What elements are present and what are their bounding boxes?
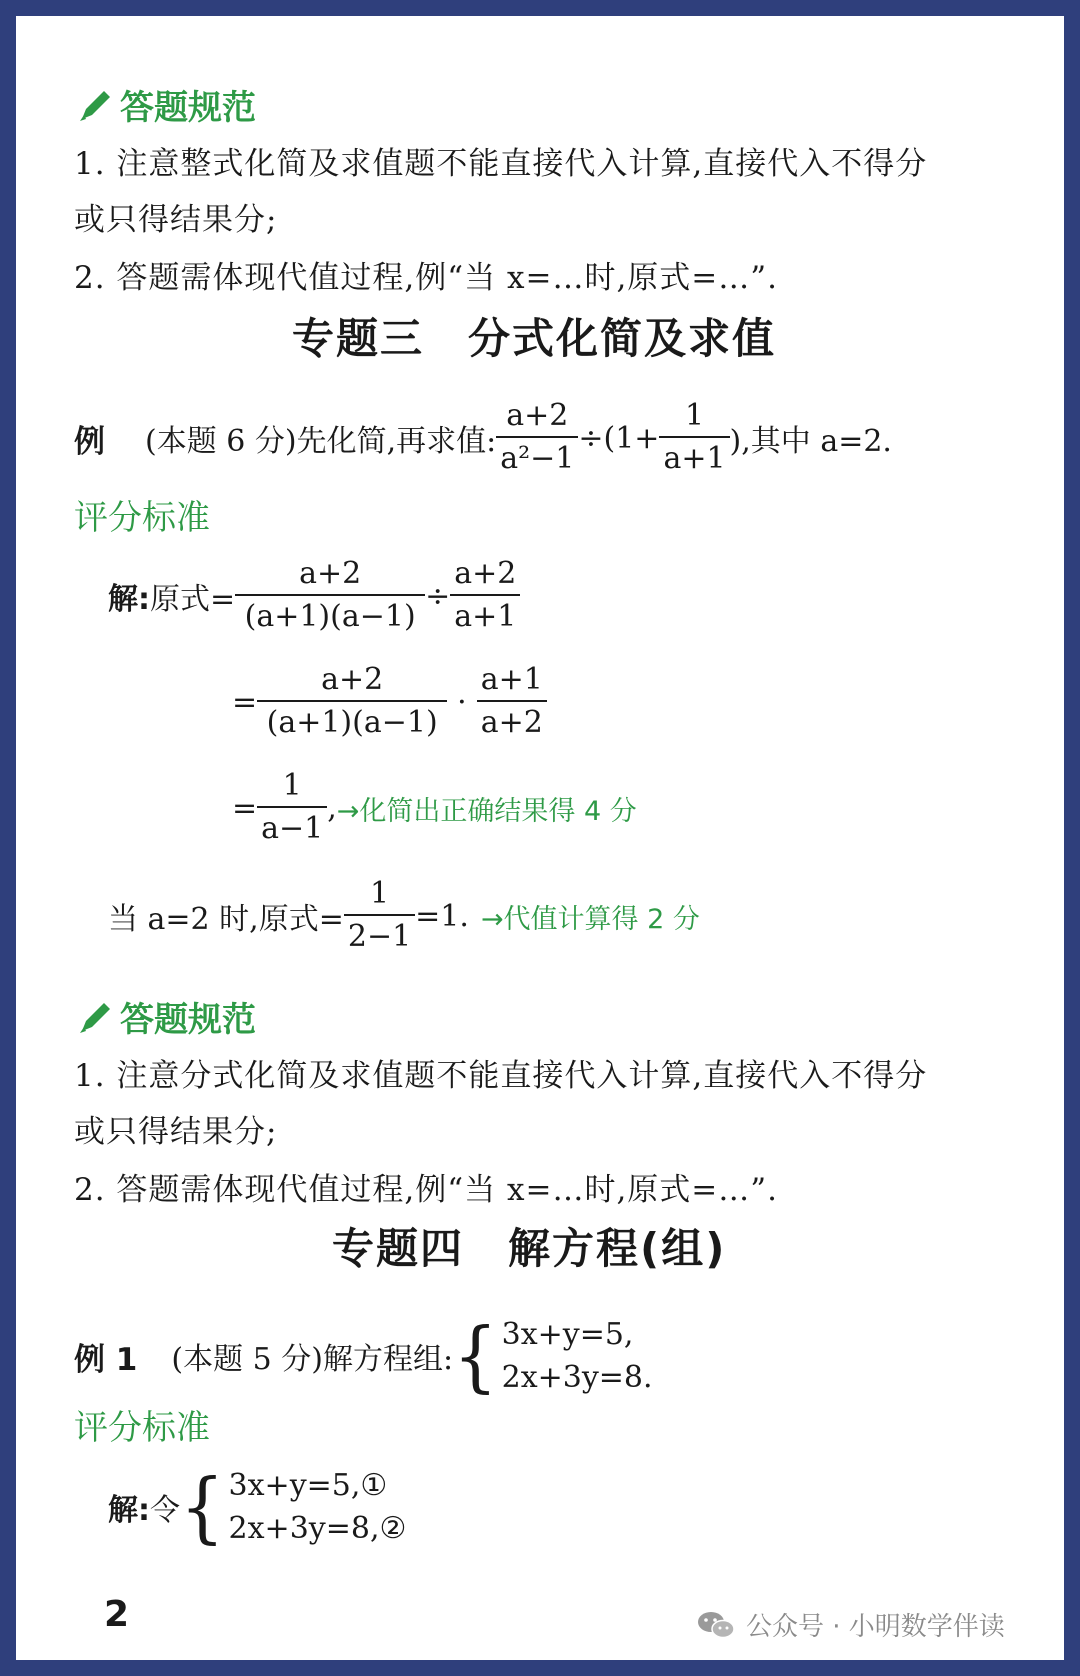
topic3-title: 专题三 分式化简及求值	[292, 314, 777, 363]
topic3-example	[74, 390, 892, 486]
topic3-example-fraction2	[659, 396, 729, 480]
step3-fraction	[257, 766, 327, 850]
norms-heading-1-text: 答题规范	[120, 88, 256, 128]
fraction1-numerator: a+2	[506, 398, 569, 433]
norms-2-rule2: 2. 答题需体现代值过程,例“当 x=…时,原式=…”.	[74, 1172, 778, 1208]
step1-a-numerator: a+2	[299, 556, 362, 591]
norms-heading-2-text: 答题规范	[120, 1000, 256, 1040]
topic4-title: 专题四 解方程(组)	[332, 1224, 727, 1273]
step2-b-numerator: a+1	[480, 662, 543, 697]
norms-2-rule1-line2: 或只得结果分;	[74, 1114, 278, 1150]
solution-equation-1: 3x+y=5,①	[228, 1468, 388, 1503]
topic3-substitution	[108, 866, 700, 966]
topic3-solution-step3	[232, 758, 637, 858]
substitution-numerator: 1	[369, 876, 390, 911]
topic4-example-label: 例 1	[74, 1341, 138, 1378]
norms-1-rule1-line2: 或只得结果分;	[74, 202, 278, 238]
substitution-score-note: →代值计算得 2 分	[480, 903, 700, 935]
norms-heading-1	[74, 80, 256, 129]
norms-1-rule1-line1: 1. 注意整式化简及求值题不能直接代入计算,直接代入不得分	[74, 146, 928, 182]
topic4-solution-label: 解:	[108, 1493, 150, 1528]
topic4-score-heading: 评分标准	[74, 1408, 210, 1448]
step2-dot: ·	[457, 684, 467, 720]
system-equation-1: 3x+y=5,	[501, 1317, 634, 1352]
pencil-icon	[74, 997, 114, 1037]
step1-b-numerator: a+2	[454, 556, 517, 591]
topic3-example-text: (本题 6 分)先化简,再求值:	[145, 424, 497, 459]
fraction1-denominator: a²−1	[496, 436, 578, 480]
substitution-tail: =1.	[415, 898, 469, 934]
solution-label: 解:	[108, 582, 150, 617]
wechat-icon	[696, 1609, 736, 1641]
topic3-example-tail: ),其中 a=2.	[729, 424, 892, 459]
topic3-solution-step1	[108, 546, 520, 646]
topic4-example-text: (本题 5 分)解方程组:	[171, 1342, 454, 1377]
step1-fraction-a	[235, 554, 425, 638]
topic3-example-fraction1	[496, 396, 578, 480]
watermark	[696, 1606, 1005, 1643]
norms-1-rule2: 2. 答题需体现代值过程,例“当 x=…时,原式=…”.	[74, 260, 778, 296]
step2-fraction-a	[257, 660, 447, 744]
norms-heading-2	[74, 992, 256, 1041]
step2-b-denominator: a+2	[477, 700, 547, 744]
topic3-score-heading: 评分标准	[74, 498, 210, 538]
topic4-equation-system	[453, 1310, 653, 1402]
step3-comma: ,	[327, 790, 337, 826]
step1-a-denominator: (a+1)(a−1)	[235, 594, 425, 638]
step3-denominator: a−1	[257, 806, 327, 850]
topic4-solution-text: 令	[150, 1493, 180, 1528]
brace-icon: {	[180, 1461, 225, 1553]
solution-prefix: 原式=	[150, 582, 236, 617]
step2-fraction-b	[477, 660, 547, 744]
fraction2-denominator: a+1	[659, 436, 729, 480]
step3-numerator: 1	[282, 768, 302, 803]
step3-eq: =	[232, 790, 258, 826]
step1-b-denominator: a+1	[450, 594, 520, 638]
fraction2-numerator: 1	[684, 398, 705, 433]
watermark-text: 公众号 · 小明数学伴读	[746, 1612, 1005, 1642]
step3-score-note: →化简出正确结果得 4 分	[336, 795, 637, 827]
topic3-solution-step2	[232, 652, 547, 752]
topic3-example-divide: ÷(1+	[578, 420, 660, 456]
step1-fraction-b	[450, 554, 520, 638]
step1-divide-sign: ÷	[425, 578, 451, 614]
norms-2-rule1-line1: 1. 注意分式化简及求值题不能直接代入计算,直接代入不得分	[74, 1058, 928, 1094]
topic3-example-label: 例	[74, 423, 105, 460]
brace-icon: {	[453, 1310, 498, 1402]
solution-equation-2: 2x+3y=8,②	[228, 1511, 407, 1546]
substitution-fraction	[344, 874, 415, 958]
substitution-denominator: 2−1	[344, 914, 415, 958]
step2-eq: =	[232, 684, 258, 720]
topic4-solution-system	[180, 1461, 407, 1553]
page	[16, 16, 1064, 1660]
substitution-prefix: 当 a=2 时,原式=	[108, 902, 344, 937]
step2-a-denominator: (a+1)(a−1)	[257, 700, 447, 744]
system-equation-2: 2x+3y=8.	[501, 1360, 653, 1395]
topic4-solution	[108, 1452, 406, 1562]
page-number: 2	[104, 1594, 130, 1635]
topic4-example	[74, 1306, 653, 1406]
step2-a-numerator: a+2	[321, 662, 384, 697]
pencil-icon	[74, 85, 114, 125]
